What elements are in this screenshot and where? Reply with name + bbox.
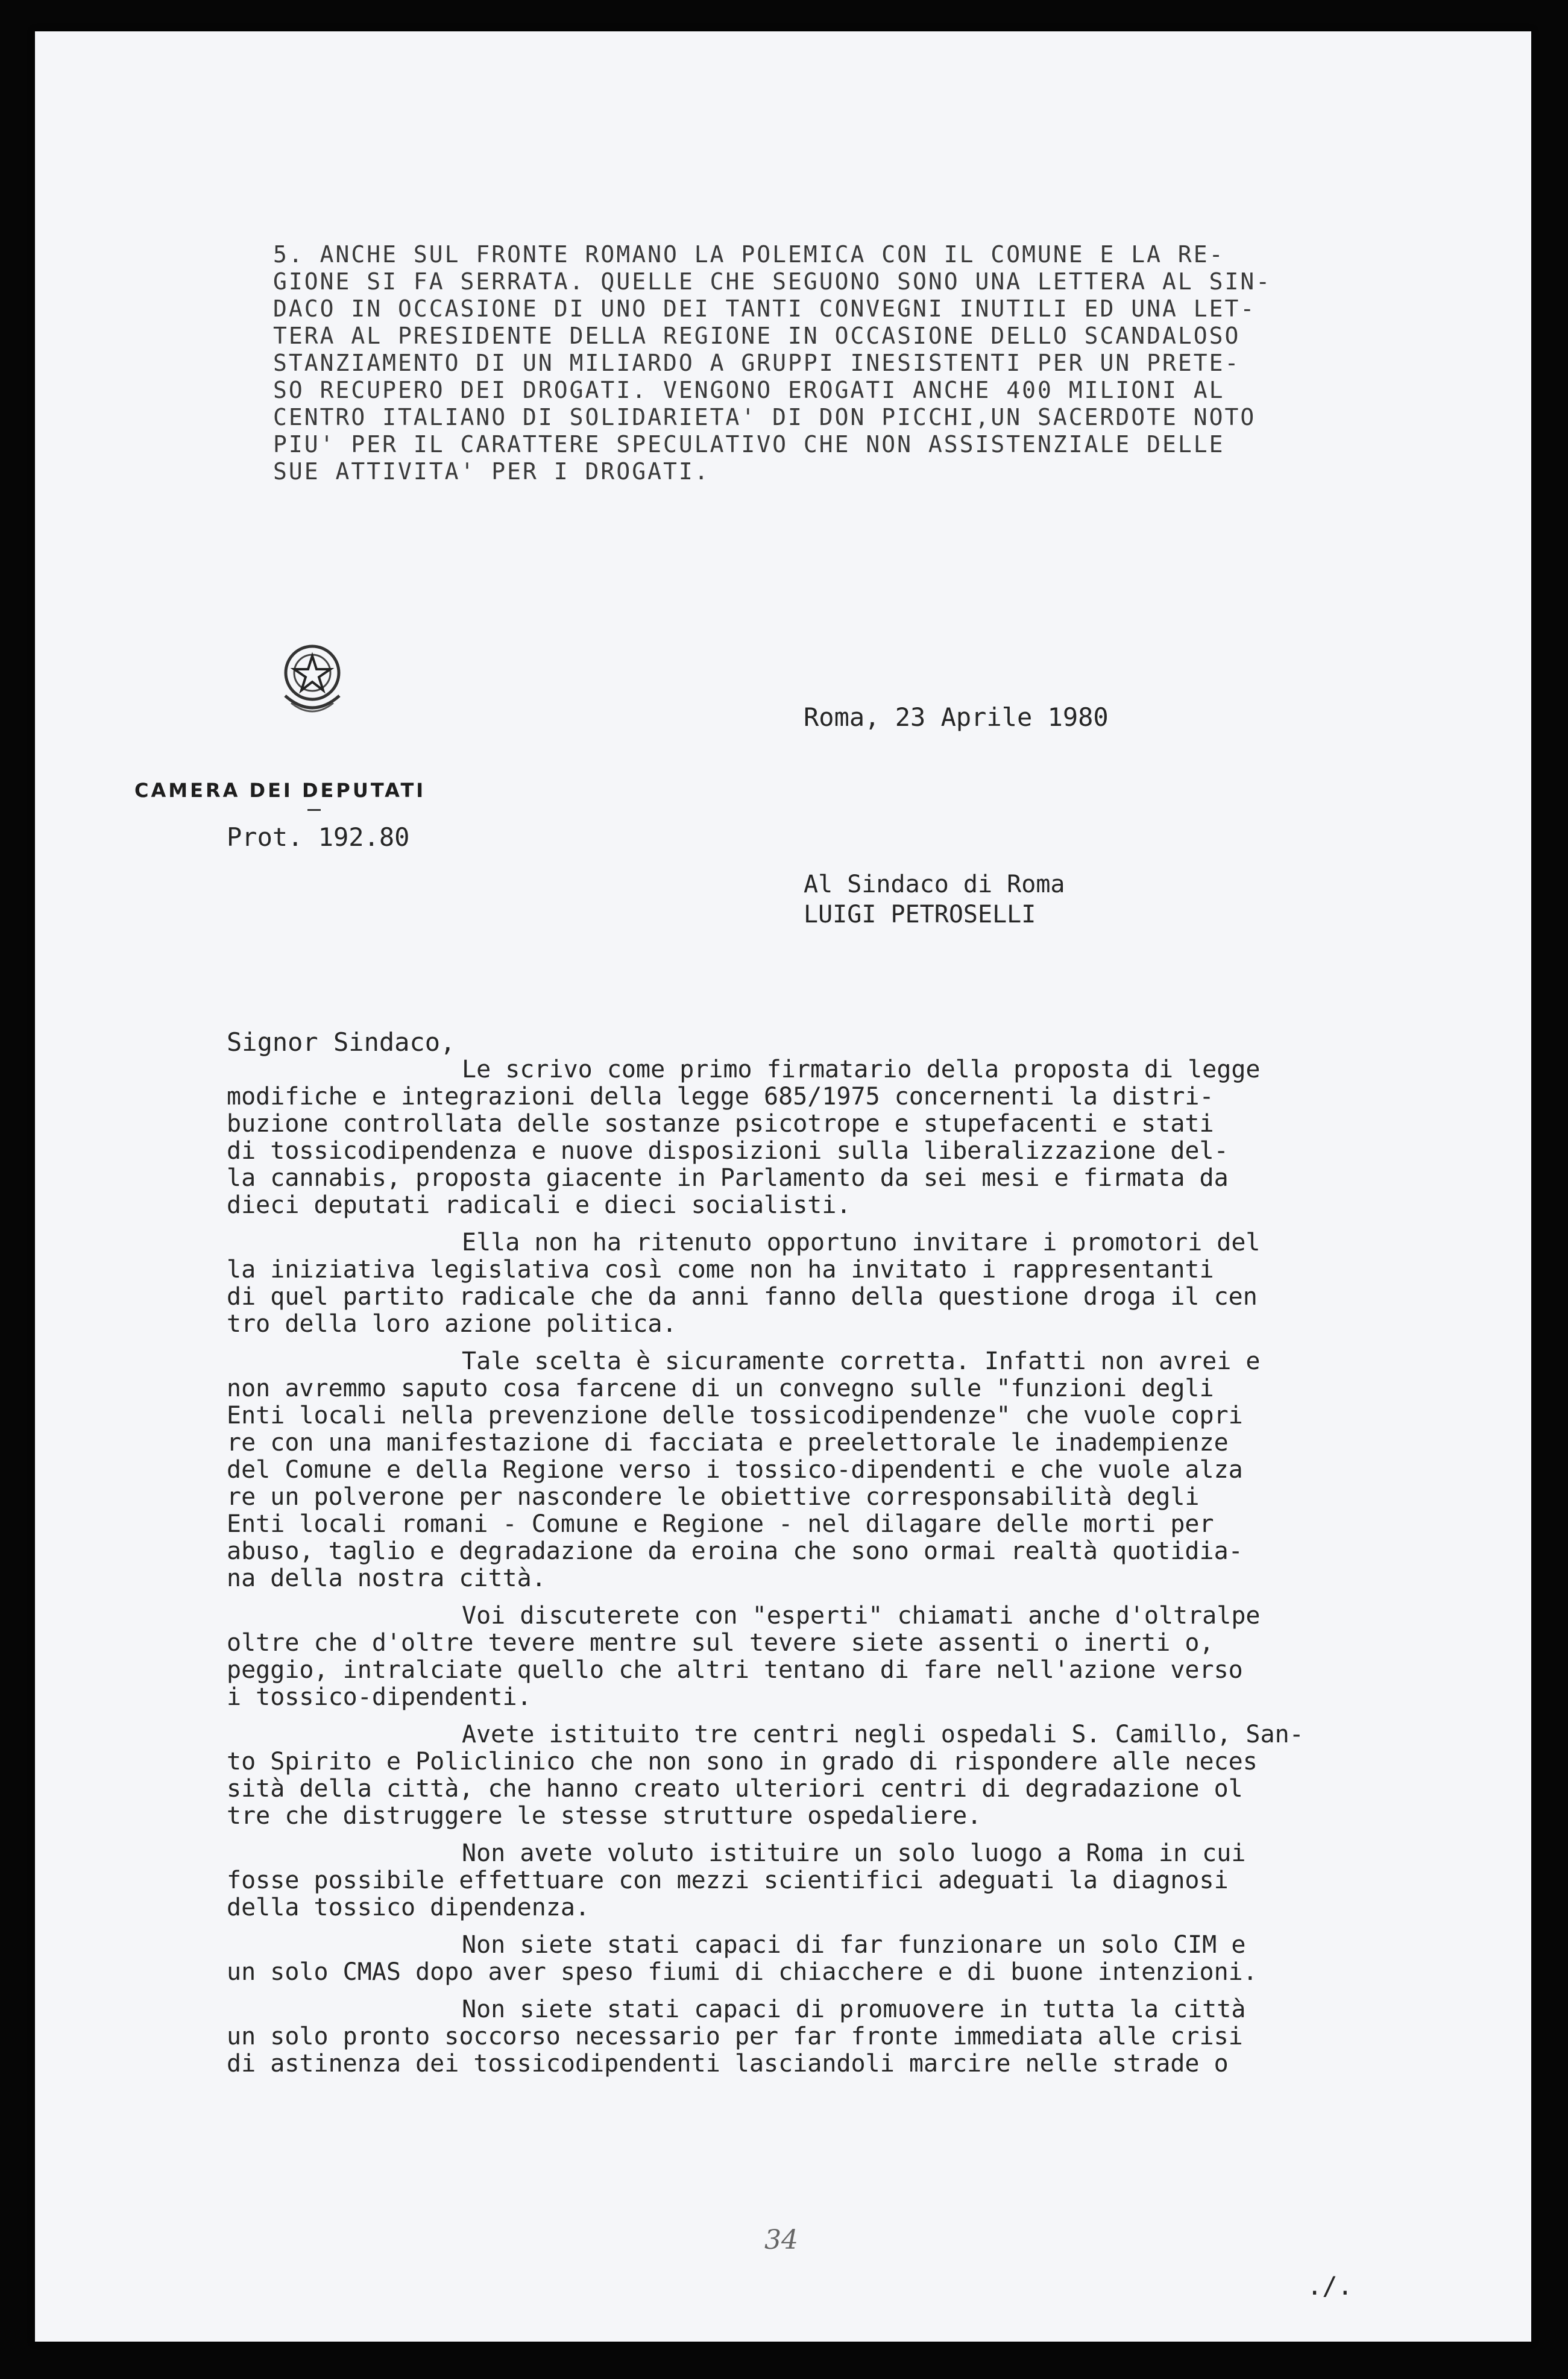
continuation-mark: ./. bbox=[1307, 2271, 1353, 2301]
paragraph-line: Enti locali romani - Comune e Regione - nel dilagare delle morti per bbox=[227, 1510, 1214, 1538]
paragraph-line: non avremmo saputo cosa farcene di un convegno sulle "funzioni degli bbox=[227, 1375, 1214, 1402]
document-page bbox=[35, 31, 1531, 2342]
paragraph-line: di quel partito radicale che da anni fanno della questione droga il cen bbox=[227, 1283, 1258, 1311]
paragraph-line: Enti locali nella prevenzione delle tossicodipendenze" che vuole copri bbox=[227, 1402, 1243, 1429]
paragraph-line: Non avete voluto istituire un solo luogo a Roma in cui bbox=[462, 1839, 1246, 1867]
paragraph-line: buzione controllata delle sostanze psicotrope e stupefacenti e stati bbox=[227, 1110, 1214, 1138]
paragraph-line: della tossico dipendenza. bbox=[227, 1894, 590, 1921]
paragraph-line: Voi discuterete con "esperti" chiamati anche d'oltralpe bbox=[462, 1602, 1261, 1630]
paragraph-line: tre che distruggere le stesse strutture ospedaliere. bbox=[227, 1802, 982, 1830]
paragraph-line: abuso, taglio e degradazione da eroina che sono ormai realtà quotidia- bbox=[227, 1537, 1243, 1565]
letter-paragraph bbox=[227, 1056, 1408, 1219]
letter-body bbox=[227, 1056, 1408, 2088]
paragraph-line: la iniziativa legislativa così come non ha invitato i rappresentanti bbox=[227, 1256, 1214, 1284]
note-line: 5. ANCHE SUL FRONTE ROMANO LA POLEMICA CON IL COMUNE E LA RE- bbox=[273, 241, 1225, 268]
paragraph-line: Non siete stati capaci di promuovere in tutta la città bbox=[462, 1996, 1246, 2023]
paragraph-line: re un polverone per nascondere le obiettive corresponsabilità degli bbox=[227, 1483, 1200, 1511]
paragraph-line: di tossicodipendenza e nuove disposizioni sulla liberalizzazione del- bbox=[227, 1137, 1229, 1165]
paragraph-line: modifiche e integrazioni della legge 685/1975 concernenti la distri- bbox=[227, 1083, 1214, 1111]
paragraph-line: peggio, intralciate quello che altri tentano di fare nell'azione verso bbox=[227, 1656, 1243, 1684]
note-line: STANZIAMENTO DI UN MILIARDO A GRUPPI INESISTENTI PER UN PRETE- bbox=[273, 350, 1241, 376]
paragraph-line: dieci deputati radicali e dieci socialisti. bbox=[227, 1191, 851, 1219]
letter-paragraph bbox=[227, 1229, 1408, 1338]
letter-paragraph bbox=[227, 1996, 1408, 2078]
paragraph-line: un solo CMAS dopo aver speso fiumi di chiacchere e di buone intenzioni. bbox=[227, 1958, 1258, 1986]
paragraph-line: fosse possibile effettuare con mezzi scientifici adeguati la diagnosi bbox=[227, 1867, 1229, 1894]
letter-paragraph bbox=[227, 1932, 1408, 1986]
salutation: Signor Sindaco, bbox=[227, 1027, 456, 1057]
paragraph-line: i tossico-dipendenti. bbox=[227, 1683, 532, 1711]
note-line: CENTRO ITALIANO DI SOLIDARIETA' DI DON PICCHI,UN SACERDOTE NOTO bbox=[273, 404, 1256, 430]
protocol-number: Prot. 192.80 bbox=[227, 822, 410, 852]
paragraph-line: Le scrivo come primo firmatario della proposta di legge bbox=[462, 1056, 1261, 1083]
page-number: 34 bbox=[764, 2225, 798, 2255]
paragraph-line: oltre che d'oltre tevere mentre sul tevere siete assenti o inerti o, bbox=[227, 1629, 1214, 1657]
letter-date: Roma, 23 Aprile 1980 bbox=[804, 702, 1109, 732]
letter-paragraph bbox=[227, 1721, 1408, 1830]
note-line: TERA AL PRESIDENTE DELLA REGIONE IN OCCASIONE DELLO SCANDALOSO bbox=[273, 323, 1241, 349]
paragraph-line: sità della città, che hanno creato ulteriori centri di degradazione ol bbox=[227, 1775, 1243, 1803]
letter-paragraph bbox=[227, 1840, 1408, 1921]
letter-paragraph bbox=[227, 1348, 1408, 1592]
note-line: SO RECUPERO DEI DROGATI. VENGONO EROGATI ANCHE 400 MILIONI AL bbox=[273, 377, 1225, 403]
note-line: DACO IN OCCASIONE DI UNO DEI TANTI CONVEGNI INUTILI ED UNA LET- bbox=[273, 295, 1256, 322]
paragraph-line: del Comune e della Regione verso i tossico-dipendenti e che vuole alza bbox=[227, 1456, 1243, 1484]
paragraph-line: un solo pronto soccorso necessario per far fronte immediata alle crisi bbox=[227, 2023, 1243, 2050]
letterhead-divider bbox=[307, 809, 321, 811]
chamber-letterhead: CAMERA DEI DEPUTATI bbox=[134, 779, 426, 802]
note-line: PIU' PER IL CARATTERE SPECULATIVO CHE NON ASSISTENZIALE DELLE bbox=[273, 431, 1225, 458]
paragraph-line: re con una manifestazione di facciata e preelettorale le inadempienze bbox=[227, 1429, 1229, 1457]
paragraph-line: Avete istituito tre centri negli ospedali S. Camillo, San- bbox=[462, 1721, 1304, 1748]
paragraph-line: Ella non ha ritenuto opportuno invitare i promotori del bbox=[462, 1229, 1261, 1256]
introductory-note bbox=[273, 241, 1449, 485]
recipient-name: LUIGI PETROSELLI bbox=[804, 901, 1036, 928]
paragraph-line: to Spirito e Policlinico che non sono in grado di rispondere alle neces bbox=[227, 1748, 1258, 1776]
paragraph-line: Non siete stati capaci di far funzionare un solo CIM e bbox=[462, 1931, 1246, 1959]
paragraph-line: na della nostra città. bbox=[227, 1564, 546, 1592]
paragraph-line: tro della loro azione politica. bbox=[227, 1310, 677, 1338]
paragraph-line: di astinenza dei tossicodipendenti lasciandoli marcire nelle strade o bbox=[227, 2050, 1229, 2078]
note-line: GIONE SI FA SERRATA. QUELLE CHE SEGUONO SONO UNA LETTERA AL SIN- bbox=[273, 268, 1272, 295]
recipient-block bbox=[804, 869, 1065, 930]
paragraph-line: la cannabis, proposta giacente in Parlamento da sei mesi e firmata da bbox=[227, 1164, 1229, 1192]
italian-republic-emblem-icon bbox=[273, 635, 351, 726]
recipient-title: Al Sindaco di Roma bbox=[804, 871, 1065, 898]
note-line: SUE ATTIVITA' PER I DROGATI. bbox=[273, 458, 710, 485]
paragraph-line: Tale scelta è sicuramente corretta. Infatti non avrei e bbox=[462, 1347, 1261, 1375]
letter-paragraph bbox=[227, 1602, 1408, 1711]
